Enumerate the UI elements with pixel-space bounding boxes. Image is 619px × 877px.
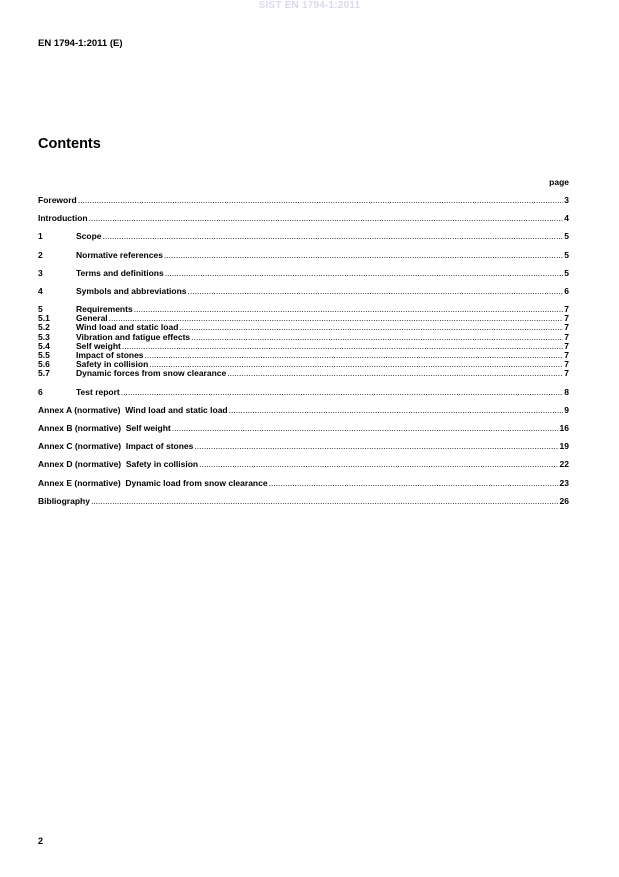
toc-entry-number: 5.3 <box>38 331 50 342</box>
toc-entry-bibliography[interactable] <box>38 497 569 506</box>
toc-entry-title: Annex C (normative) Impact of stones <box>38 441 194 452</box>
toc-entry-symbols-and-abbreviations[interactable] <box>38 287 569 296</box>
toc-entry-page: 9 <box>564 404 569 415</box>
toc-entry-number: 5 <box>38 304 43 315</box>
toc-leader-dots <box>91 497 559 506</box>
toc-leader-dots <box>165 269 564 278</box>
toc-entry-title: Test report <box>76 386 120 397</box>
toc-entry-page: 6 <box>564 285 569 296</box>
toc-entry-dynamic-forces[interactable] <box>38 369 569 378</box>
toc-entry-annex-d[interactable] <box>38 460 569 469</box>
toc-entry-title: Self weight <box>76 340 121 351</box>
toc-leader-dots <box>269 479 559 488</box>
toc-entry-number: 1 <box>38 231 43 242</box>
toc-entry-title: Introduction <box>38 213 88 224</box>
toc-entry-page: 7 <box>564 340 569 351</box>
toc-entry-title: Annex E (normative) Dynamic load from snow clearance <box>38 477 268 488</box>
toc-entry-annex-a[interactable] <box>38 406 569 415</box>
toc-entry-number: 5.4 <box>38 340 50 351</box>
toc-entry-number: 5.1 <box>38 313 50 324</box>
toc-entry-title: Dynamic forces from snow clearance <box>76 368 227 379</box>
toc-entry-foreword[interactable] <box>38 196 569 205</box>
toc-entry-page: 7 <box>564 322 569 333</box>
toc-leader-dots <box>194 442 558 451</box>
contents-heading: Contents <box>38 136 101 152</box>
toc-entry-annex-c[interactable] <box>38 442 569 451</box>
document-id: EN 1794-1:2011 (E) <box>38 38 123 49</box>
toc-entry-scope[interactable] <box>38 232 569 241</box>
toc-entry-page: 22 <box>559 459 569 470</box>
toc-leader-dots <box>188 287 564 296</box>
toc-leader-dots <box>229 406 564 415</box>
toc-entry-page: 3 <box>564 194 569 205</box>
toc-entry-number: 3 <box>38 267 43 278</box>
toc-leader-dots <box>164 251 563 260</box>
toc-entry-terms-and-definitions[interactable] <box>38 269 569 278</box>
toc-entry-number: 5.5 <box>38 350 50 361</box>
toc-entry-annex-e[interactable] <box>38 479 569 488</box>
toc-entry-title: Vibration and fatigue effects <box>76 331 191 342</box>
toc-leader-dots <box>145 351 564 360</box>
toc-leader-dots <box>191 333 563 342</box>
toc-entry-title: General <box>76 313 108 324</box>
toc-entry-number: 4 <box>38 285 43 296</box>
table-of-contents <box>38 196 569 506</box>
toc-entry-title: Requirements <box>76 304 133 315</box>
toc-leader-dots <box>172 424 559 433</box>
toc-entry-page: 7 <box>564 304 569 315</box>
toc-entry-page: 7 <box>564 359 569 370</box>
toc-leader-dots <box>134 305 564 314</box>
watermark: SIST EN 1794-1:2011 <box>258 0 361 11</box>
toc-entry-title: Normative references <box>76 249 163 260</box>
toc-entry-title: Annex A (normative) Wind load and static load <box>38 404 228 415</box>
toc-entry-title: Annex B (normative) Self weight <box>38 422 171 433</box>
toc-entry-title: Safety in collision <box>76 359 149 370</box>
toc-entry-introduction[interactable] <box>38 214 569 223</box>
toc-entry-normative-references[interactable] <box>38 251 569 260</box>
toc-entry-page: 7 <box>564 350 569 361</box>
toc-entry-page: 19 <box>559 441 569 452</box>
toc-entry-page: 4 <box>564 213 569 224</box>
toc-entry-page: 5 <box>564 249 569 260</box>
toc-entry-page: 7 <box>564 368 569 379</box>
toc-leader-dots <box>78 196 564 205</box>
toc-leader-dots <box>227 369 563 378</box>
page-column-label: page <box>549 177 569 187</box>
toc-entry-page: 8 <box>564 386 569 397</box>
toc-entry-number: 5.2 <box>38 322 50 333</box>
toc-entry-page: 7 <box>564 313 569 324</box>
toc-entry-title: Symbols and abbreviations <box>76 285 187 296</box>
toc-entry-page: 5 <box>564 267 569 278</box>
toc-entry-title: Annex D (normative) Safety in collision <box>38 459 199 470</box>
toc-leader-dots <box>179 323 563 332</box>
toc-entry-page: 23 <box>559 477 569 488</box>
toc-entry-test-report[interactable] <box>38 388 569 397</box>
toc-entry-title: Terms and definitions <box>76 267 164 278</box>
toc-leader-dots <box>199 460 558 469</box>
toc-entry-title: Impact of stones <box>76 350 144 361</box>
toc-entry-requirements[interactable] <box>38 305 569 314</box>
toc-entry-page: 5 <box>564 231 569 242</box>
toc-entry-number: 5.6 <box>38 359 50 370</box>
toc-leader-dots <box>122 342 563 351</box>
toc-entry-page: 7 <box>564 331 569 342</box>
toc-entry-page: 26 <box>559 495 569 506</box>
toc-leader-dots <box>103 232 564 241</box>
toc-entry-page: 16 <box>559 422 569 433</box>
toc-entry-number: 2 <box>38 249 43 260</box>
page-number: 2 <box>38 836 44 846</box>
toc-leader-dots <box>89 214 564 223</box>
toc-entry-number: 5.7 <box>38 368 50 379</box>
toc-entry-number: 6 <box>38 386 43 397</box>
toc-entry-annex-b[interactable] <box>38 424 569 433</box>
toc-entry-title: Foreword <box>38 194 77 205</box>
toc-leader-dots <box>121 388 563 397</box>
toc-entry-title: Wind load and static load <box>76 322 179 333</box>
toc-entry-title: Bibliography <box>38 495 90 506</box>
toc-entry-title: Scope <box>76 231 102 242</box>
